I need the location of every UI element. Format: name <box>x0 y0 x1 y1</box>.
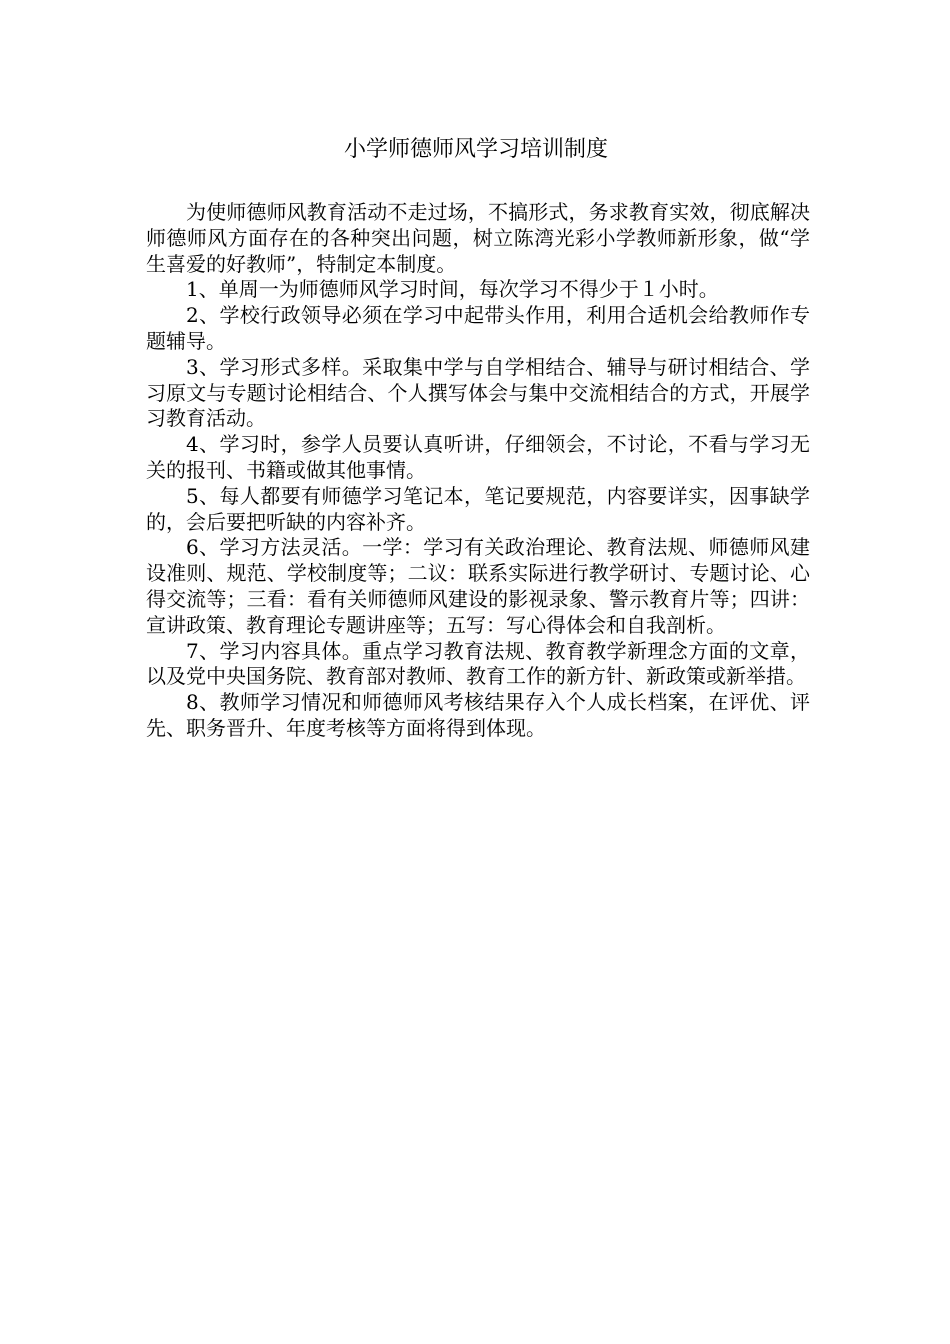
paragraph-item-4: 4、学习时，参学人员要认真听讲，仔细领会，不讨论，不看与学习无关的报刊、书籍或做其他事情。 <box>146 432 810 482</box>
document-title: 小学师德师风学习培训制度 <box>343 137 608 162</box>
paragraph-intro: 为使师德师风教育活动不走过场，不搞形式，务求教育实效，彻底解决师德师风方面存在的各种突出问题，树立陈湾光彩小学教师新形象，做“学生喜爱的好教师”，特制定本制度。 <box>146 200 810 276</box>
document-body <box>146 200 810 742</box>
paragraph-item-8: 8、教师学习情况和师德师风考核结果存入个人成长档案，在评优、评先、职务晋升、年度考核等方面将得到体现。 <box>146 690 810 740</box>
paragraph-item-3: 3、学习形式多样。采取集中学与自学相结合、辅导与研讨相结合、学习原文与专题讨论相结合、个人撰写体会与集中交流相结合的方式，开展学习教育活动。 <box>146 354 810 431</box>
paragraph-item-7: 7、学习内容具体。重点学习教育法规、教育教学新理念方面的文章，以及党中央国务院、教育部对教师、教育工作的新方针、新政策或新举措。 <box>146 638 810 689</box>
paragraph-item-1: 1、单周一为师德师风学习时间，每次学习不得少于１小时。 <box>186 277 719 302</box>
paragraph-item-5: 5、每人都要有师德学习笔记本，笔记要规范，内容要详实，因事缺学的，会后要把听缺的内容补齐。 <box>146 483 810 534</box>
paragraph-item-6: 6、学习方法灵活。一学：学习有关政治理论、教育法规、师德师风建设准则、规范、学校制度等；二议：联系实际进行教学研讨、专题讨论、心得交流等；三看：看有关师德师风建设的影视录象、警示教育片等；四讲：宣讲政策、教育理论专题讲座等；五写：写心得体会和自我剖析。 <box>146 535 810 637</box>
paragraph-item-2: 2、学校行政领导必须在学习中起带头作用，利用合适机会给教师作专题辅导。 <box>146 303 810 353</box>
